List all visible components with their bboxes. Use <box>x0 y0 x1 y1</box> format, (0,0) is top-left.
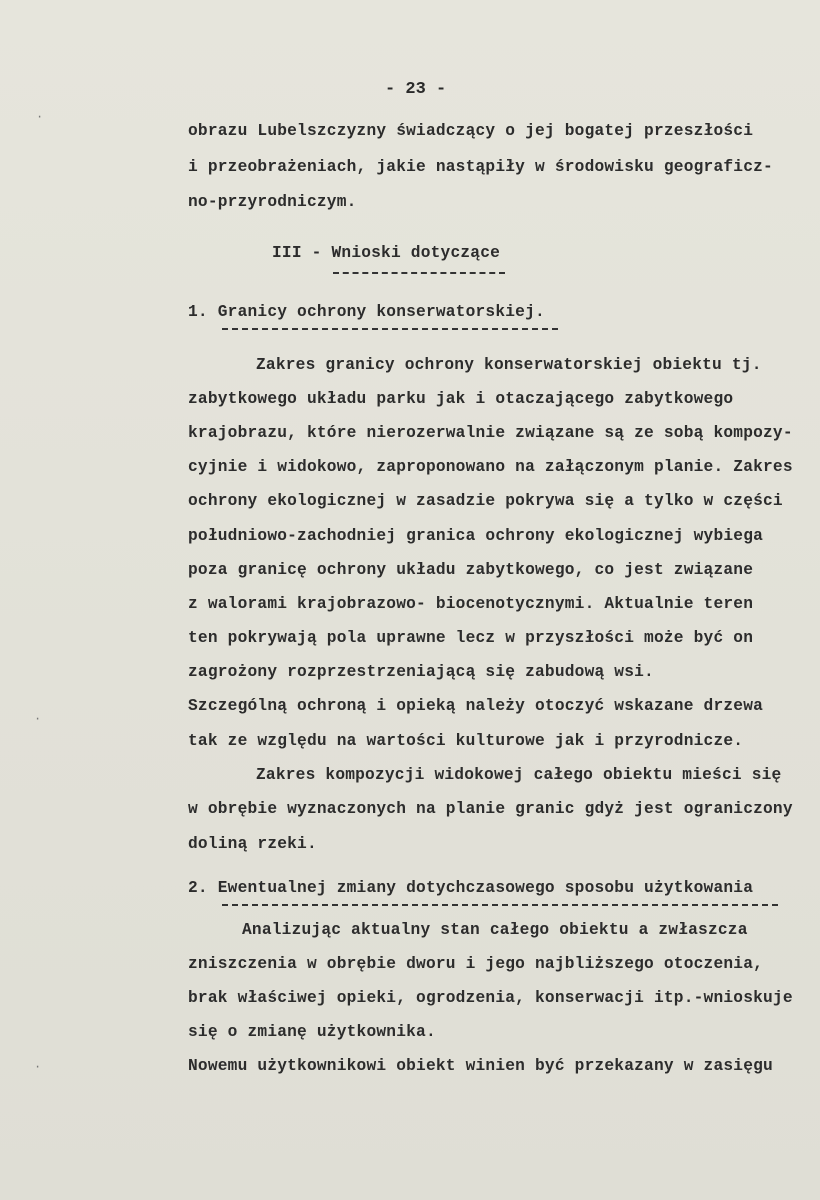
heading-underline <box>333 272 505 274</box>
text-line: i przeobrażeniach, jakie nastąpiły w środowisku geograficz- <box>188 158 773 176</box>
text-line: zabytkowego układu parku jak i otaczającego zabytkowego <box>188 390 734 408</box>
text-line: ochrony ekologicznej w zasadzie pokrywa się a tylko w części <box>188 492 783 510</box>
paper-speck: · <box>36 110 44 124</box>
text-line: Szczególną ochroną i opieką należy otoczyć wskazane drzewa <box>188 697 764 715</box>
text-line: zniszczenia w obrębie dworu i jego najbliższego otoczenia, <box>188 955 764 973</box>
text-line: krajobrazu, które nierozerwalnie związane są ze sobą kompozy- <box>188 424 793 442</box>
text-line: obrazu Lubelszczyzny świadczący o jej bogatej przeszłości <box>188 122 754 140</box>
text-line: w obrębie wyznaczonych na planie granic gdyż jest ograniczony <box>188 800 793 818</box>
text-line: Nowemu użytkownikowi obiekt winien być przekazany w zasięgu <box>188 1057 773 1075</box>
text-line: tak ze względu na wartości kulturowe jak i przyrodnicze. <box>188 732 744 750</box>
text-line: no-przyrodniczym. <box>188 193 357 211</box>
paper-speck: · <box>34 1060 42 1074</box>
page-number: - 23 - <box>385 80 447 99</box>
text-line: ten pokrywają pola uprawne lecz w przyszłości może być on <box>188 629 754 647</box>
subsection-heading: 1. Granicy ochrony konserwatorskiej. <box>188 303 545 321</box>
text-line: doliną rzeki. <box>188 835 317 853</box>
subsection-heading: 2. Ewentualnej zmiany dotychczasowego sposobu użytkowania <box>188 879 754 897</box>
text-line: Zakres kompozycji widokowej całego obiektu mieści się <box>256 766 782 784</box>
text-line: Analizując aktualny stan całego obiektu a zwłaszcza <box>242 921 748 939</box>
text-line: z walorami krajobrazowo- biocenotycznymi. Aktualnie teren <box>188 595 754 613</box>
text-line: się o zmianę użytkownika. <box>188 1023 436 1041</box>
subsection-underline <box>222 328 558 330</box>
text-line: cyjnie i widokowo, zaproponowano na załączonym planie. Zakres <box>188 458 793 476</box>
text-line: Zakres granicy ochrony konserwatorskiej obiektu tj. <box>256 356 762 374</box>
section-heading: III - Wnioski dotyczące <box>272 244 501 262</box>
text-line: południowo-zachodniej granica ochrony ekologicznej wybiega <box>188 527 764 545</box>
text-line: poza granicę ochrony układu zabytkowego, co jest związane <box>188 561 754 579</box>
text-line: brak właściwej opieki, ogrodzenia, konserwacji itp.-wnioskuje <box>188 989 793 1007</box>
paper-speck: · <box>34 712 42 726</box>
text-line: zagrożony rozprzestrzeniającą się zabudową wsi. <box>188 663 654 681</box>
subsection-underline <box>222 904 778 906</box>
